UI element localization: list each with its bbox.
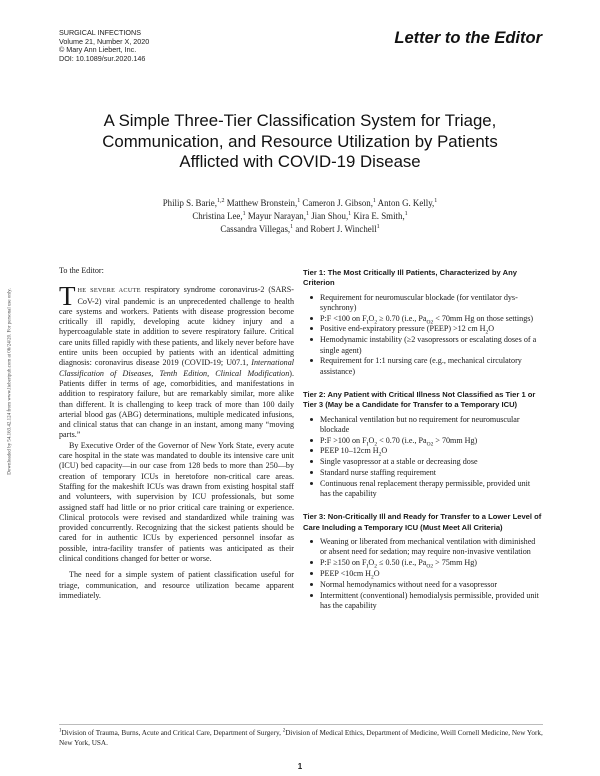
list-item: Hemodynamic instability (≥2 vasopressors or escalating doses of a single agent) [303,335,542,356]
left-column [59,266,294,601]
author[interactable]: Jian Shou, [311,211,349,222]
small-caps-lead: HE SEVERE ACUTE [77,287,141,295]
salutation: To the Editor: [59,266,104,275]
bullet-icon [310,418,313,421]
footnote-divider [59,724,543,725]
author-affiliation: 1 [372,198,376,205]
right-column [303,268,542,624]
author-affiliation: 1 [376,224,380,231]
bullet-icon [310,561,313,564]
body-paragraph [59,281,294,440]
author[interactable]: Kira E. Smith, [353,211,405,222]
paragraph-text: ). Patients differ in terms of age, comorbidities, and manifestations in addition to respiratory failure, but are remarkably similar, more alike than different. It is challenging to keep track of more than 100 daily arterial blood gas (ABG) determinations, multiple medicated infusions, and clinical status that can change in an instant, among many “moving parts.” [59,368,294,440]
bullet-icon [310,317,313,320]
list-item: Standard nurse staffing requirement [303,468,542,478]
list-item: Requirement for 1:1 nursing care (e.g., mechanical circulatory assistance) [303,356,542,377]
list-item: P:F >100 on $F_IO_2 < 0.70$ (i.e., $Pa_{O2} > 70mm$ Hg) [303,436,542,446]
journal-info [59,29,149,63]
paragraph-text: respiratory syndrome coronavirus-2 (SARS-CoV-2) viral pandemic is an unprecedented challenge to health care systems and workers. Patients with disease progression become critically ill rapidly, developing acute kidney injury and a hypercoagulable state in addition to severe respiratory failure. Critical care units filled rapidly with these patients, and likely never before have entire units been occupied by patients with an identical admitting diagnosis: coronavirus disease 2019 (COVID-19; U07.1, [59,285,294,368]
list-item: PEEP <10cm $H_2O$ [303,569,542,579]
bullet-icon [310,327,313,330]
tier-2-heading: Tier 2: Any Patient with Critical Illness Not Classified as Tier 1 or Tier 3 (May be a Candidate for Transfer to a Temporary ICU) [303,389,536,410]
drop-cap: T [59,281,76,312]
tier-1-list [303,293,542,377]
author-list [130,197,470,237]
author-affiliation: 1 [290,224,294,231]
list-item: Single vasopressor at a stable or decreasing dose [303,457,542,467]
author-affiliation: 1 [305,211,309,218]
journal-doi[interactable]: DOI: 10.1089/sur.2020.146 [59,53,146,63]
journal-name: SURGICAL INFECTIONS [59,28,141,37]
bullet-icon [310,583,313,586]
body-paragraph: The need for a simple system of patient classification useful for triage, communication, and resource utilization became apparent immediately. [59,570,294,600]
affiliation-footnote: $^1$Division of Trauma, Burns, Acute and Critical Care, Department of Surgery, $^2$Division of Medical Ethics, Department of Medicine, Weill Cornell Medicine, New York, New York, USA. [59,728,543,747]
bullet-icon [310,359,313,362]
bullet-icon [310,439,313,442]
author-affiliation: 1,2 [216,198,225,205]
author[interactable]: Christina Lee, [192,211,243,222]
author[interactable]: Matthew Bronstein, [226,198,298,208]
journal-copyright: © Mary Ann Liebert, Inc. [59,45,137,55]
author[interactable]: Mayur Narayan, [247,211,306,222]
bullet-icon [310,540,313,543]
author-affiliation: 1 [348,211,352,218]
article-title [40,111,560,173]
bullet-icon [310,449,313,452]
body-paragraph: By Executive Order of the Governor of New York State, every acute care hospital in the state was mandated to double its intensive care unit (ICU) bed capacity—in our case from 128 beds to more than 250—by creation of temporary ICUs in heretofore non-critical care areas. Staffing for the makeshift ICUs was drawn from existing hospital staff and volunteers, with supervision by ICU professionals, but some assigned staff had little or no prior critical care training or experience. Clinical protocols were revised and standardized while training was provided concurrently. Recognizing that the sickest patients should be cared for in authentic ICUs by experienced personnel insofar as possible, intra-facility transfer of patients was anticipated as their clinical conditions changed for better or worse. [59,440,294,564]
list-item: PEEP 10–12cm $H_2O$ [303,446,542,456]
article-type: Letter to the Editor [394,29,542,47]
bullet-icon [310,594,313,597]
list-item: Weaning or liberated from mechanical ventilation with diminished or absent need for sedation; may require non-invasive ventilation [303,537,542,558]
bullet-icon [310,471,313,474]
bullet-icon [310,572,313,575]
author-affiliation: 1 [297,198,301,205]
download-notice: Downloaded by 54.163.42.124 from www.liebertpub.com at 06/24/20. For personal use only. [7,288,13,475]
tier-2-list [303,415,542,500]
title-line: A Simple Three-Tier Classification System for Triage, [103,111,497,130]
list-item: Continuous renal replacement therapy permissible, provided unit has the capability [303,479,542,500]
page-number: 1 [297,762,303,771]
bullet-icon [310,460,313,463]
list-item: Positive end-expiratory pressure (PEEP) >12 cm $H_2O$ [303,324,542,334]
author[interactable]: Robert J. Winchell [310,224,377,235]
list-item: Mechanical ventilation but no requirement for neuromuscular blockade [303,415,542,436]
author-affiliation: 1 [242,211,246,218]
tier-3-list [303,537,542,611]
list-item: Intermittent (conventional) hemodialysis permissible, provided unit has the capability [303,591,542,612]
title-line: Communication, and Resource Utilization by Patients [102,131,498,151]
author[interactable]: Anton G. Kelly, [377,198,435,208]
tier-1-heading: Tier 1: The Most Critically Ill Patients, Characterized by Any Criterion [303,268,517,288]
title-line: Afflicted with COVID-19 Disease [179,152,421,171]
bullet-icon [310,296,313,299]
list-item: P:F <100 on $F_IO_2 \ge 0.70$ (i.e., $Pa_{O2} < 70mm$ Hg on those settings) [303,314,542,324]
author[interactable]: Cassandra Villegas, [220,224,291,235]
list-item: Normal hemodynamics without need for a vasopressor [303,580,542,590]
author-affiliation: 1 [434,198,438,205]
bullet-icon [310,338,313,341]
bullet-icon [310,482,313,485]
author[interactable]: Philip S. Barie, [162,198,217,208]
journal-volume: Volume 21, Number X, 2020 [59,36,150,46]
paragraph-italic: International Classification of Diseases, Tenth Edition, Clinical Modification [59,358,294,378]
tier-3-heading: Tier 3: Non-Critically Ill and Ready for Transfer to a Lower Level of Care Including a Temporary ICU (Must Meet All Criteria) [303,512,542,532]
list-item: P:F ≥150 on $F_IO_2 \le 0.50$ (i.e., $Pa_{O2} > 75mm$ Hg) [303,558,542,568]
author-conjunction: and [295,224,309,235]
author-affiliation: 1 [404,211,408,218]
author[interactable]: Cameron J. Gibson, [302,198,373,208]
list-item: Requirement for neuromuscular blockade (for ventilator dys-synchrony) [303,293,542,314]
